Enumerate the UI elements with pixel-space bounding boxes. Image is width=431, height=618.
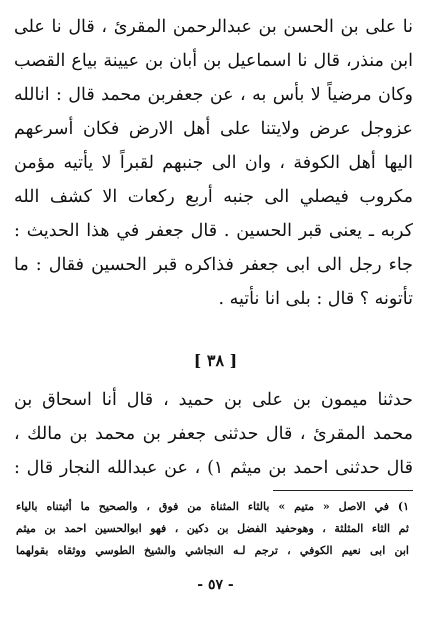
text-line: تأتونه ؟ قال : بلى انا نأتيه .: [218, 289, 413, 309]
footnote-divider: [273, 490, 413, 491]
text-line: نا على بن الحسن بن عبدالرحمن المقرئ ، قال نا على: [14, 17, 413, 37]
text-line: عزوجل عرض ولايتنا على أهل الارض فكان أسرعهم: [14, 119, 413, 139]
text-line: كربه ـ يعنى قبر الحسين . قال جعفر في هذا الحديث :: [14, 221, 413, 241]
main-text-block: [14, 10, 413, 316]
footnotes-block: [16, 496, 409, 562]
section-text-block: [14, 383, 413, 485]
footnote-line: ١) في الاصل « متيم » بالثاء المثناة من فوق ، والصحيح ما أثبتناه بالياء: [16, 500, 409, 513]
footnote-line: ثم الثاء المثلثة ، وهوحفيد الفضل بن دكين ، فهو ابوالحسين احمد بن ميثم: [16, 522, 409, 535]
text-line: محمد المقرئ ، قال حدثنى جعفر بن محمد بن مالك ،: [14, 424, 413, 444]
text-line: حدثنا ميمون بن على بن حميد ، قال أنا اسحاق بن: [14, 390, 413, 410]
footnote-line: ابن ابى نعيم الكوفي ، ترجم لـه النجاشي والشيخ الطوسي ووثقاه بقولهما: [16, 544, 409, 557]
text-line: قال حدثنى احمد بن ميثم ١) ، عن عبدالله النجار قال :: [14, 458, 413, 478]
text-line: وكان مرضياً لا بأس به ، عن جعفربن محمد قال : انالله: [14, 85, 413, 105]
text-line: ابن منذر، قال نا اسماعيل بن أبان بن عيينة بياع القصب: [14, 51, 413, 71]
section-number: [ ٣٨ ]: [193, 351, 238, 370]
text-line: مكروب فيصلي الى جنبه أربع ركعات الا كشف الله: [14, 187, 413, 207]
text-line: اليها أهل الكوفة ، وان الى جنبهم لقبراً لا يأتيه مؤمن: [14, 153, 413, 173]
page-number: - ٥٧ -: [197, 577, 234, 593]
text-line: جاء رجل الى ابى جعفر فذاكره قبر الحسين فقال : ما: [14, 255, 413, 275]
